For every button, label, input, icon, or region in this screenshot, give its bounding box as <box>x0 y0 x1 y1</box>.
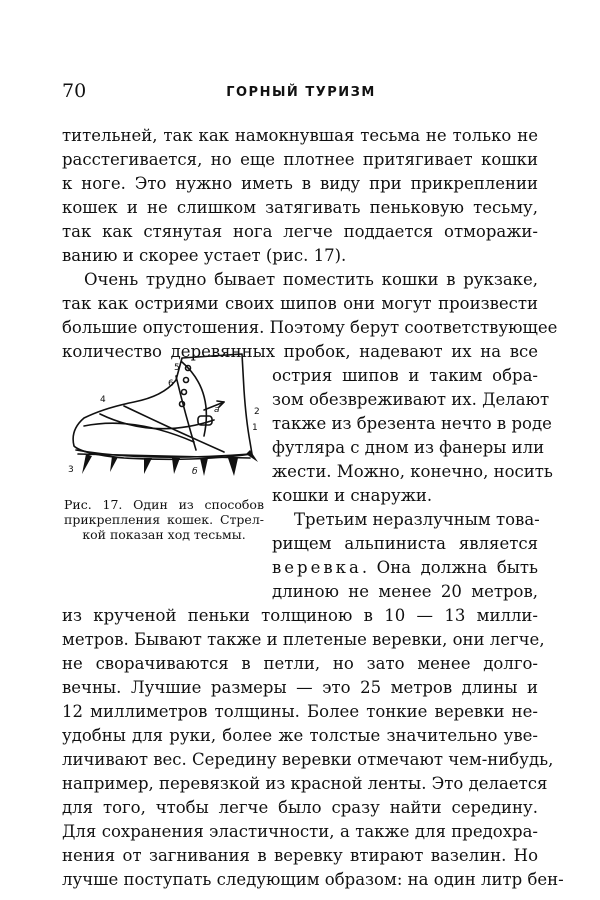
text-line: жести. Можно, конечно, носить <box>272 462 553 481</box>
figure-label: 6 <box>168 379 174 389</box>
text-line: тительней, так как намокнувшая тесьма не только не <box>62 126 538 145</box>
text-line: также из брезента нечто в роде <box>272 414 552 433</box>
text-line: из крученой пеньки толщиною в 10 — 13 милли- <box>62 606 538 625</box>
figure-label: 3 <box>68 465 74 475</box>
boot-outline <box>73 354 252 459</box>
text-line: нения от загнивания в веревку втирают вазелин. Но <box>62 846 538 865</box>
text-line: кошки и снаружи. <box>272 486 433 505</box>
text-line: метров. Бывают также и плетеные веревки, они легче, <box>62 630 545 649</box>
text-line: зом обезвреживают их. Делают <box>272 390 550 409</box>
strap <box>124 406 224 452</box>
text-line: 12 миллиметров толщины. Более тонкие веревки не- <box>62 702 538 721</box>
text-line: длиною не менее 20 метров, <box>272 582 538 601</box>
text-line: удобны для руки, более же толстые значительно уве- <box>62 726 538 745</box>
text-line: Очень трудно бывает поместить кошки в рукзаке, <box>84 270 538 289</box>
text-fragment: . Она должна быть <box>361 558 538 577</box>
figure-label: а <box>214 405 220 415</box>
page-header <box>62 80 540 110</box>
figure-label: 5 <box>174 363 180 373</box>
figure-label: 4 <box>100 395 106 405</box>
caption-line: прикрепления кошек. Стрел- <box>64 512 264 527</box>
text-line: для того, чтобы легче было сразу найти середину. <box>62 798 538 817</box>
text-line: кошек и не слишком затягивать пеньковую тесьму, <box>62 198 538 217</box>
figure-label: б <box>192 467 198 477</box>
text-line: Третьим неразлучным това- <box>294 510 540 529</box>
text-line: к ноге. Это нужно иметь в виду при прикреплении <box>62 174 538 193</box>
page-number: 70 <box>62 80 87 102</box>
text-line: лучше поступать следующим образом: на один литр бен- <box>62 870 564 889</box>
text-line: расстегивается, но еще плотнее притягивает кошки <box>62 150 538 169</box>
caption-line: Рис. 17. Один из способов <box>64 497 264 512</box>
emphasized-term: веревка <box>272 558 362 577</box>
text-line: количество деревянных пробок, надевают их на все <box>62 342 538 361</box>
text-line: не сворачиваются в петли, но зато менее долго- <box>62 654 538 673</box>
caption-line: кой показан ход тесьмы. <box>82 527 246 542</box>
text-line: так как остриями своих шипов они могут произвести <box>62 294 538 313</box>
text-line: Для сохранения эластичности, а также для предохра- <box>62 822 538 841</box>
text-line: например, перевязкой из красной ленты. Это делается <box>62 774 548 793</box>
text-line: острия шипов и таким обра- <box>272 366 538 385</box>
text-line: рищем альпиниста является <box>272 534 538 553</box>
text-line-rope <box>272 556 538 580</box>
text-line: футляра с дном из фанеры или <box>272 438 545 457</box>
text-line: ванию и скорее устает (рис. 17). <box>62 246 347 265</box>
text-line: личивают вес. Середину веревки отмечают чем-нибудь, <box>62 750 554 769</box>
boot-with-crampons-illustration <box>64 350 264 490</box>
figure-label: 1 <box>252 423 258 433</box>
text-line: большие опустошения. Поэтому берут соответствующее <box>62 318 558 337</box>
text-line: так как стянутая нога легче поддается отморажи- <box>62 222 538 241</box>
figure-caption <box>64 497 264 542</box>
running-title: ГОРНЫЙ ТУРИЗМ <box>226 85 376 100</box>
text-line: вечны. Лучшие размеры — это 25 метров длины и <box>62 678 538 697</box>
crampon-figure <box>64 350 264 490</box>
figure-label: 2 <box>254 407 260 417</box>
